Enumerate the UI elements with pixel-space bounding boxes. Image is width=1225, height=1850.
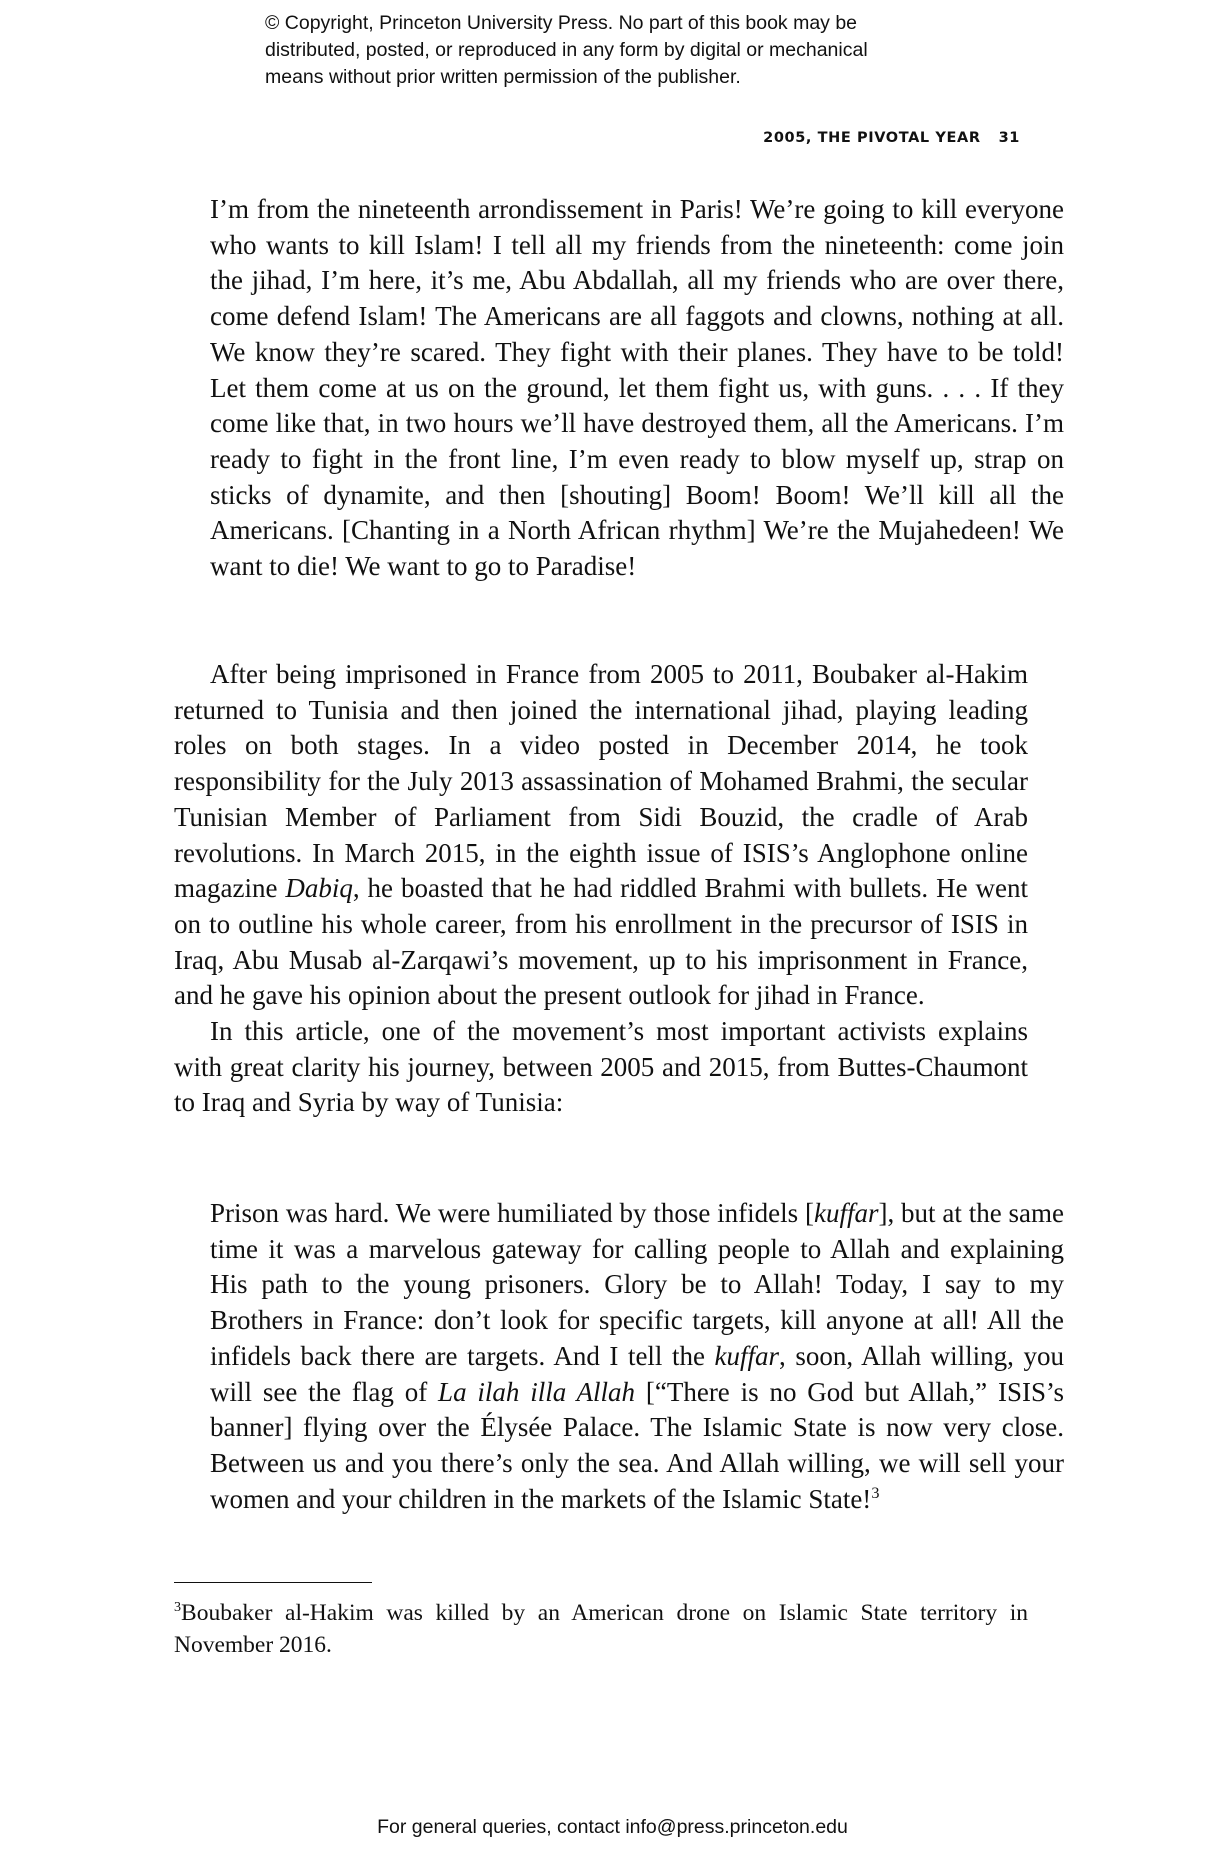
- footnote-reference: 3: [871, 1483, 880, 1502]
- running-head: [763, 130, 1020, 146]
- copyright-line: means without prior written permission of the publisher.: [265, 66, 741, 88]
- footnote-rule: [174, 1582, 372, 1583]
- footnote-text: Boubaker al-Hakim was killed by an American drone on Islamic State territory in November 2016.: [174, 1600, 1028, 1658]
- magazine-title: Dabiq: [285, 873, 353, 904]
- quote-text: ], but at the same time it was a marvelous gateway for calling people to Allah and explaining His path to the young prisoners. Glory be to Allah! Today, I say to my Brothers in France: don’t look for specific targets, kill anyone at all! All the infidels back there are targets. And I tell the: [210, 1198, 1064, 1371]
- footnote: [174, 1597, 1028, 1661]
- block-quote-1: [174, 192, 1064, 585]
- quote-paragraph: I’m from the nineteenth arrondissement in Paris! We’re going to kill everyone who wants to kill Islam! I tell all my friends from the nineteenth: come join the jihad, I’m here, it’s me, Abu Abdallah, all my friends who are over there, come defend Islam! The Americans are all faggots and clowns, nothing at all. We know they’re scared. They fight with their planes. They have to be told! Let them come at us on the ground, let them fight us, with guns. . . . If they come like that, in two hours we’ll have destroyed them, all the Americans. I’m ready to fight in the front line, I’m even ready to blow myself up, strap on sticks of dynamite, and then [shouting] Boom! Boom! We’ll kill all the Americans. [Chanting in a North African rhythm] We’re the Mujahedeen! We want to die! We want to go to Paradise!: [210, 194, 1064, 582]
- quote-text: , soon, Allah willing, you will see the flag of: [210, 1340, 1064, 1407]
- page-number: 31: [998, 130, 1020, 146]
- copyright-line: distributed, posted, or reproduced in any form by digital or mechanical: [265, 39, 868, 61]
- paragraph-text: , he boasted that he had riddled Brahmi with bullets. He went on to outline his whole career, from his enrollment in the precursor of ISIS in Iraq, Abu Musab al-Zarqawi’s movement, up to his imprisonment in France, and he gave his opinion about the present outlook for jihad in France.: [174, 873, 1028, 1011]
- italic-term: kuffar: [813, 1198, 879, 1228]
- body-paragraph: In this article, one of the movement’s most important activists explains with great clarity his journey, between 2005 and 2015, from Buttes-Chaumont to Iraq and Syria by way of Tunisia:: [174, 1016, 1028, 1118]
- body-paragraph: [174, 657, 1028, 1014]
- body-text: [174, 657, 1028, 1121]
- italic-term: La ilah illa Allah: [438, 1376, 636, 1407]
- quote-paragraph: [210, 1196, 1064, 1517]
- paragraph-text: After being imprisoned in France from 2005 to 2011, Boubaker al-Hakim returned to Tunisia and then joined the international jihad, playing leading roles on both stages. In a video posted in December 2014, he took responsibility for the July 2013 assassination of Mohamed Brahmi, the secular Tunisian Member of Parliament from Sidi Bouzid, the cradle of Arab revolutions. In March 2015, in the eighth issue of ISIS’s Anglophone online magazine: [174, 659, 1028, 904]
- copyright-notice: [265, 10, 1025, 91]
- block-quote-2: [174, 1196, 1064, 1517]
- copyright-line: © Copyright, Princeton University Press. No part of this book may be: [265, 12, 858, 34]
- footnote-number: 3: [174, 1599, 182, 1616]
- running-title: 2005, THE PIVOTAL YEAR: [763, 130, 981, 146]
- quote-text: Prison was hard. We were humiliated by those infidels [: [210, 1198, 814, 1228]
- footer-contact: For general queries, contact info@press.princeton.edu: [377, 1816, 848, 1838]
- quote-text: [“There is no God but Allah,” ISIS’s banner] flying over the Élysée Palace. The Islamic State is now very close. Between us and you there’s only the sea. And Allah willing, we will sell your women and your children in the markets of the Islamic State!: [210, 1376, 1064, 1514]
- italic-term: kuffar: [714, 1340, 780, 1371]
